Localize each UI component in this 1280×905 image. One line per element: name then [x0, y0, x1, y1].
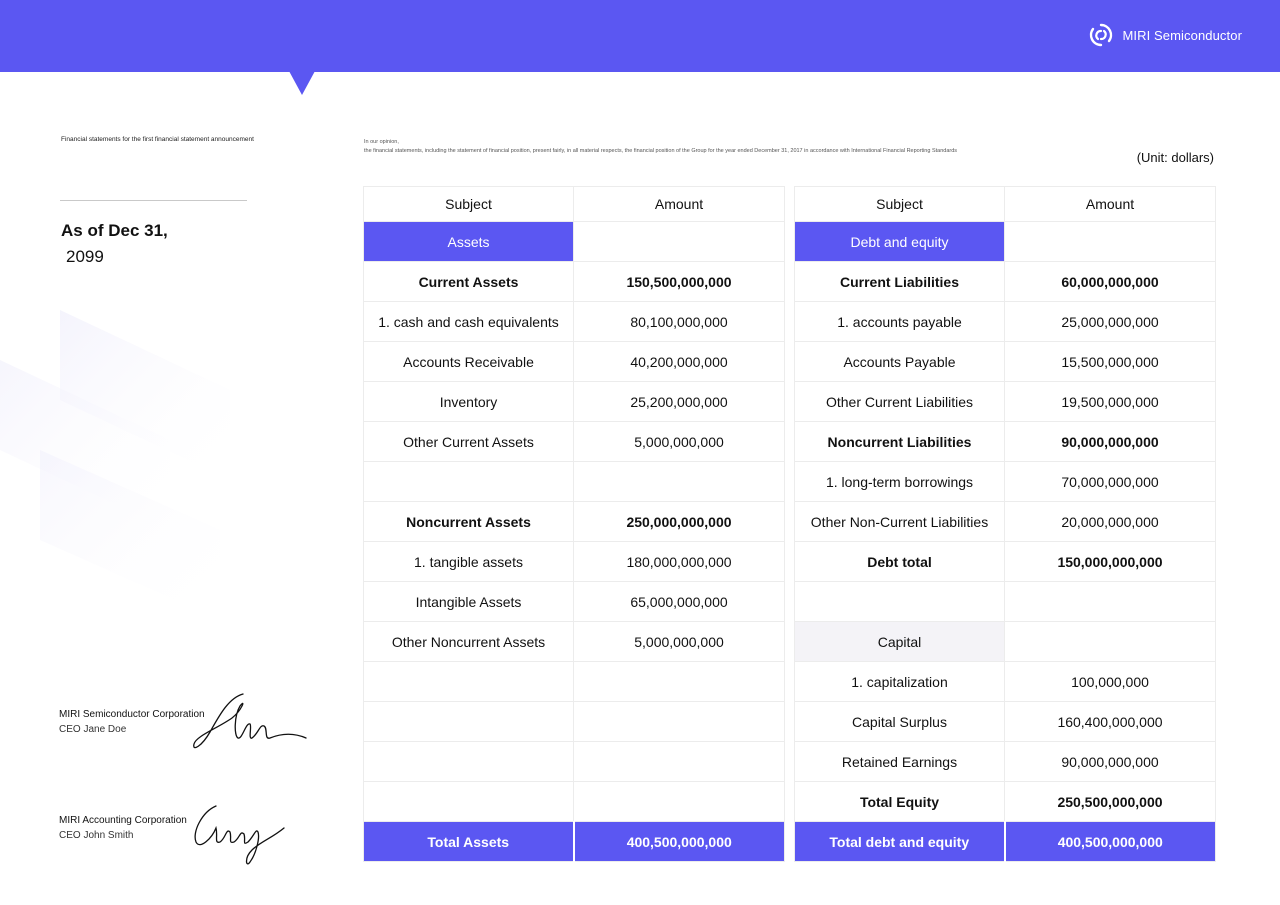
- table-header-row: [364, 187, 785, 222]
- table-row: [364, 262, 785, 302]
- row-amount: 19,500,000,000: [1005, 382, 1216, 422]
- row-subject: [364, 662, 574, 702]
- table-row: [795, 782, 1216, 822]
- row-subject: [364, 462, 574, 502]
- table-row: [795, 702, 1216, 742]
- row-subject: Capital: [795, 622, 1005, 662]
- table-row: [364, 622, 785, 662]
- row-amount: 250,500,000,000: [1005, 782, 1216, 822]
- document-caption: Financial statements for the first financial statement announcement: [61, 136, 254, 143]
- table-row: [364, 462, 785, 502]
- table-row: [795, 542, 1216, 582]
- signature-ceo: CEO Jane Doe: [59, 724, 127, 735]
- decorative-background: [0, 300, 280, 660]
- table-row: [364, 502, 785, 542]
- table-row: [364, 382, 785, 422]
- opinion-line-1: In our opinion,: [364, 139, 399, 145]
- divider: [60, 200, 247, 201]
- table-header-row: [795, 187, 1216, 222]
- row-subject: Inventory: [364, 382, 574, 422]
- row-amount: [574, 782, 785, 822]
- section-row: [364, 222, 785, 262]
- row-amount: 70,000,000,000: [1005, 462, 1216, 502]
- row-amount: [1005, 622, 1216, 662]
- row-amount: 160,400,000,000: [1005, 702, 1216, 742]
- row-amount: 90,000,000,000: [1005, 422, 1216, 462]
- row-subject: Accounts Payable: [795, 342, 1005, 382]
- opinion-line-2: the financial statements, including the statement of financial position, present fairly, in all material respects, the financial position of the Group for the year ended December 31, 2017 in accordance with International Financial Reporting Standards: [364, 148, 958, 154]
- table-row: [364, 422, 785, 462]
- row-amount: 150,000,000,000: [1005, 542, 1216, 582]
- handwritten-signature-2: [188, 798, 298, 870]
- row-subject: Total Equity: [795, 782, 1005, 822]
- row-amount: 25,000,000,000: [1005, 302, 1216, 342]
- row-amount: 15,500,000,000: [1005, 342, 1216, 382]
- total-row: [795, 822, 1216, 862]
- table-row: [795, 662, 1216, 702]
- row-amount: 25,200,000,000: [574, 382, 785, 422]
- section-label-debt-equity: Debt and equity: [795, 222, 1005, 262]
- unit-label: (Unit: dollars): [1136, 150, 1214, 165]
- total-debt-equity-amount: 400,500,000,000: [1005, 822, 1216, 862]
- table-row: [364, 582, 785, 622]
- row-amount: [574, 702, 785, 742]
- table-row: [795, 422, 1216, 462]
- section-label-assets: Assets: [364, 222, 574, 262]
- section-row: [795, 222, 1216, 262]
- brand-name: MIRI Semiconductor: [1122, 27, 1242, 43]
- table-row: [364, 342, 785, 382]
- row-subject: Other Current Assets: [364, 422, 574, 462]
- total-row: [364, 822, 785, 862]
- row-subject: Other Non-Current Liabilities: [795, 502, 1005, 542]
- date-year: 2099: [66, 247, 104, 266]
- row-subject: [795, 582, 1005, 622]
- row-subject: Retained Earnings: [795, 742, 1005, 782]
- row-subject: Other Noncurrent Assets: [364, 622, 574, 662]
- header-notch: [289, 71, 315, 95]
- signature-block-1: [59, 707, 205, 737]
- row-amount: [574, 662, 785, 702]
- table-row: [795, 382, 1216, 422]
- row-subject: [364, 702, 574, 742]
- row-amount: 250,000,000,000: [574, 502, 785, 542]
- row-subject: Intangible Assets: [364, 582, 574, 622]
- row-amount: 90,000,000,000: [1005, 742, 1216, 782]
- table-row: [364, 302, 785, 342]
- section-amount-empty: [574, 222, 785, 262]
- audit-opinion: [364, 138, 1124, 156]
- signature-company: MIRI Semiconductor Corporation: [59, 709, 205, 720]
- column-header-amount: Amount: [1005, 187, 1216, 222]
- table-row: [364, 782, 785, 822]
- row-amount: [574, 462, 785, 502]
- table-row: [795, 262, 1216, 302]
- table-row: [795, 342, 1216, 382]
- table-row: [364, 702, 785, 742]
- row-subject: 1. tangible assets: [364, 542, 574, 582]
- row-amount: 80,100,000,000: [574, 302, 785, 342]
- table-row: [795, 742, 1216, 782]
- total-assets-amount: 400,500,000,000: [574, 822, 785, 862]
- column-header-subject: Subject: [795, 187, 1005, 222]
- handwritten-signature-1: [188, 688, 310, 758]
- row-subject: [364, 782, 574, 822]
- row-amount: 5,000,000,000: [574, 422, 785, 462]
- row-subject: Noncurrent Assets: [364, 502, 574, 542]
- table-row: [364, 742, 785, 782]
- total-assets-label: Total Assets: [364, 822, 574, 862]
- table-row: [795, 462, 1216, 502]
- column-header-subject: Subject: [364, 187, 574, 222]
- assets-table: [363, 186, 785, 862]
- total-debt-equity-label: Total debt and equity: [795, 822, 1005, 862]
- row-subject: 1. capitalization: [795, 662, 1005, 702]
- table-row: [364, 662, 785, 702]
- section-amount-empty: [1005, 222, 1216, 262]
- row-subject: 1. cash and cash equivalents: [364, 302, 574, 342]
- row-subject: 1. accounts payable: [795, 302, 1005, 342]
- row-amount: 20,000,000,000: [1005, 502, 1216, 542]
- row-subject: Accounts Receivable: [364, 342, 574, 382]
- date-title: As of Dec 31,: [61, 221, 168, 240]
- row-amount: [574, 742, 785, 782]
- row-subject: Noncurrent Liabilities: [795, 422, 1005, 462]
- table-row: [364, 542, 785, 582]
- signature-ceo: CEO John Smith: [59, 830, 134, 841]
- row-amount: 100,000,000: [1005, 662, 1216, 702]
- debt-equity-table: [794, 186, 1216, 862]
- row-subject: Current Liabilities: [795, 262, 1005, 302]
- signature-company: MIRI Accounting Corporation: [59, 815, 187, 826]
- row-subject: Capital Surplus: [795, 702, 1005, 742]
- row-subject: [364, 742, 574, 782]
- swirl-logo-icon: [1088, 22, 1114, 48]
- signature-block-2: [59, 813, 187, 843]
- row-amount: 60,000,000,000: [1005, 262, 1216, 302]
- row-subject: Other Current Liabilities: [795, 382, 1005, 422]
- table-row: [795, 302, 1216, 342]
- row-amount: 5,000,000,000: [574, 622, 785, 662]
- column-header-amount: Amount: [574, 187, 785, 222]
- table-row: [795, 582, 1216, 622]
- row-amount: 65,000,000,000: [574, 582, 785, 622]
- row-amount: 40,200,000,000: [574, 342, 785, 382]
- row-amount: [1005, 582, 1216, 622]
- brand: [1088, 22, 1242, 48]
- row-subject: Debt total: [795, 542, 1005, 582]
- row-subject: Current Assets: [364, 262, 574, 302]
- table-row: [795, 622, 1216, 662]
- row-subject: 1. long-term borrowings: [795, 462, 1005, 502]
- row-amount: 180,000,000,000: [574, 542, 785, 582]
- table-row: [795, 502, 1216, 542]
- row-amount: 150,500,000,000: [574, 262, 785, 302]
